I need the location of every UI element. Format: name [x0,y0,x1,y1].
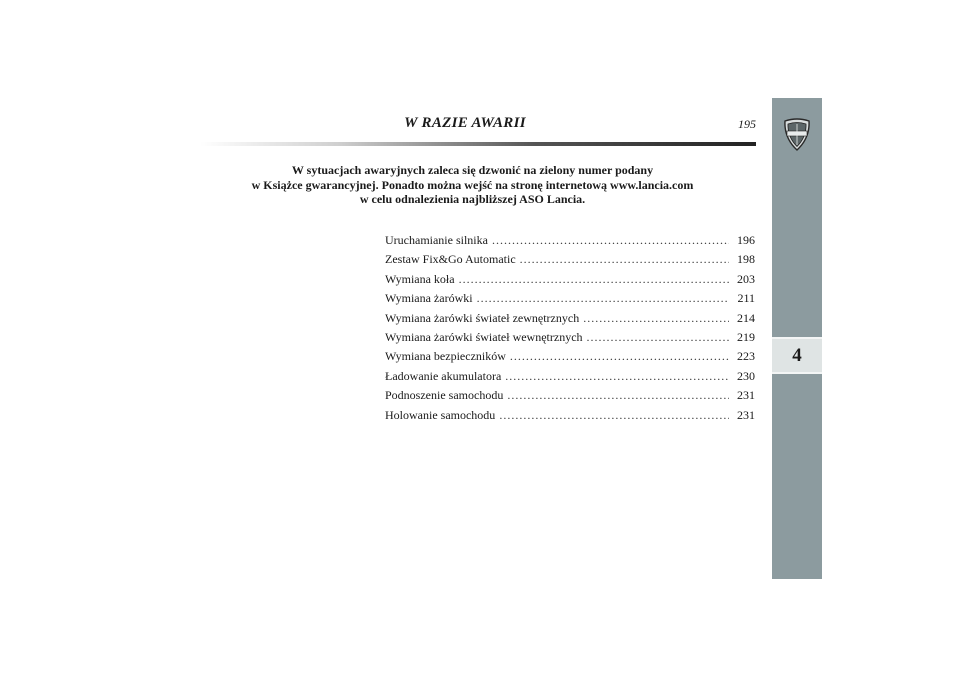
page-number: 195 [738,117,756,131]
chapter-number[interactable]: 4 [772,337,822,374]
toc-page: 196 [737,233,755,247]
toc-page: 230 [737,368,755,383]
toc-page: 219 [737,329,755,344]
toc-leader [492,233,729,248]
toc-leader [477,291,729,306]
toc-label: Wymiana bezpieczników [385,349,506,364]
toc-leader [459,272,729,287]
lancia-shield-icon [782,118,812,152]
toc-leader [505,369,729,384]
intro-line: w Książce gwarancyjnej. Ponadto można wejść na stronę internetową www.lancia.com [251,177,694,192]
toc-page: 231 [737,388,755,403]
toc-page: 198 [737,252,755,267]
toc-leader [583,311,729,326]
toc-leader [510,349,729,364]
toc-row[interactable] [385,388,755,407]
toc-label: Wymiana koła [385,271,455,286]
toc-row[interactable] [385,252,755,271]
toc-page: 231 [737,407,755,422]
toc-label: Wymiana żarówki świateł zewnętrznych [385,310,580,325]
intro-text [200,163,745,207]
toc-page: 214 [737,310,755,325]
toc-leader [507,388,729,403]
toc-label: Wymiana żarówki świateł wewnętrznych [385,329,583,344]
toc-row[interactable] [385,369,755,388]
toc-label: Uruchamianie silnika [385,233,488,247]
toc-label: Podnoszenie samochodu [385,388,504,403]
toc-leader [499,408,729,423]
header-title: W RAZIE AWARII [404,115,526,131]
toc-page: 223 [737,349,755,364]
table-of-contents [385,233,755,427]
toc-row[interactable] [385,408,755,427]
toc-row[interactable] [385,349,755,368]
toc-page: 211 [737,291,755,306]
toc-label: Wymiana żarówki [385,291,473,306]
toc-row[interactable] [385,233,755,252]
intro-line: W sytuacjach awaryjnych zaleca się dzwonić na zielony numer podany [291,163,654,177]
toc-row[interactable] [385,291,755,310]
toc-label: Holowanie samochodu [385,407,496,422]
toc-label: Ładowanie akumulatora [385,368,502,383]
intro-line: w celu odnalezienia najbliższej ASO Lancia. [359,192,586,206]
toc-row[interactable] [385,311,755,330]
toc-row[interactable] [385,272,755,291]
toc-label: Zestaw Fix&Go Automatic [385,252,516,267]
toc-page: 203 [737,271,755,286]
toc-leader [587,330,729,345]
header-rule [200,142,756,146]
toc-leader [520,252,729,267]
toc-row[interactable] [385,330,755,349]
